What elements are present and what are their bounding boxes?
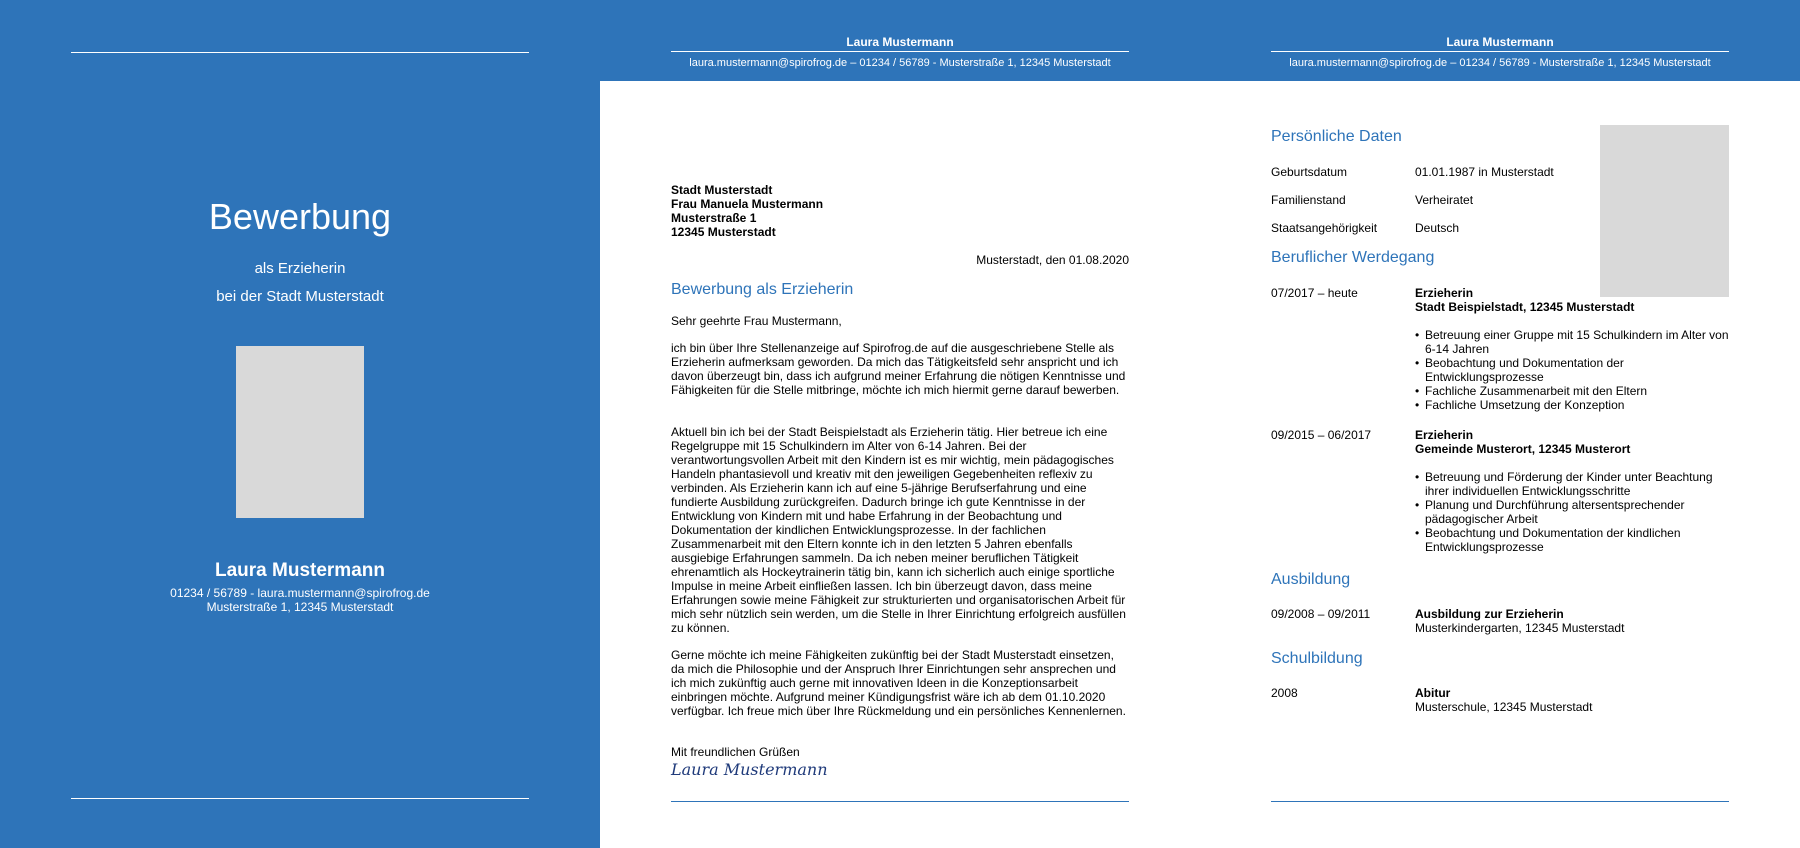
recipient-line: Musterstraße 1 <box>671 211 757 225</box>
career-org: Gemeinde Musterort, 12345 Musterort <box>1415 442 1631 456</box>
letter-paragraph: Aktuell bin ich bei der Stadt Beispielstadt als Erzieherin tätig. Hier betreue ich eine Regelgruppe mit 15 Schulkindern im Alter von 6-14 Jahren. Bei der verantwortungsvollen Arbeit mit den Kindern ist es mir wichtig, mein pädagogisches Handeln phantasievoll und kreativ mit den jeweiligen Gegebenheiten reflexiv zu verbinden. Als Erzieherin kann ich auf eine 5-jährige Berufserfahrung und eine fundierte Ausbildung zurückgreifen. Dadurch bringe ich gute Kenntnisse in der Entwicklung von Kindern mit und habe Erfahrung in der Beobachtung und Dokumentation der kindlichen Entwicklungsprozesse. In der fachlichen Zusammenarbeit mit den Eltern konnte ich in den letzten 5 Jahren ebenfalls ausgiebige Erfahrungen sammeln. Da ich neben meiner beruflichen Tätigkeit ehrenamtlich als Hockeytrainerin tätig bin, kann ich sicherlich auch einige sportliche Impulse in meine Arbeit einfließen lassen. Ich bin überzeugt davon, dass meine Erfahrungen sowie meine Fähigkeit zur strukturierten und organisatorischen Arbeit für mich sehr nützlich sein werden, um die Stelle in Ihrer Einrichtung erfolgreich ausfüllen zu können. <box>671 425 1126 635</box>
school-title: Abitur <box>1415 686 1451 700</box>
header-rule <box>1271 51 1729 52</box>
career-title: Erzieherin <box>1415 286 1474 300</box>
section-heading-personal: Persönliche Daten <box>1271 128 1402 145</box>
letter-bottom-rule <box>671 801 1129 802</box>
personal-label: Familienstand <box>1271 193 1346 207</box>
recipient-address <box>671 183 823 239</box>
recipient-line: 12345 Musterstadt <box>671 225 776 239</box>
education-place: Musterkindergarten, 12345 Musterstadt <box>1415 621 1625 635</box>
signature: Laura Mustermann <box>671 760 828 779</box>
cover-name: Laura Mustermann <box>215 560 385 581</box>
career-title: Erzieherin <box>1415 428 1474 442</box>
career-task: • Fachliche Zusammenarbeit mit den Eltern <box>1415 384 1735 398</box>
section-heading-career: Beruflicher Werdegang <box>1271 249 1435 266</box>
recipient-line: Frau Manuela Mustermann <box>671 197 824 211</box>
career-task: • Beobachtung und Dokumentation der Entwicklungsprozesse <box>1415 356 1735 384</box>
section-heading-school: Schulbildung <box>1271 650 1363 667</box>
header-name: Laura Mustermann <box>846 35 954 49</box>
letter-date: Musterstadt, den 01.08.2020 <box>976 253 1129 267</box>
header-rule <box>671 51 1129 52</box>
section-heading-education: Ausbildung <box>1271 571 1351 588</box>
cv-header <box>1200 0 1800 81</box>
personal-value: 01.01.1987 in Musterstadt <box>1415 165 1554 179</box>
letter-greeting: Sehr geehrte Frau Mustermann, <box>671 314 842 328</box>
cover-bottom-rule <box>71 798 529 799</box>
cover-address-line: Musterstraße 1, 12345 Musterstadt <box>206 600 394 614</box>
personal-label: Staatsangehörigkeit <box>1271 221 1378 235</box>
personal-value: Deutsch <box>1415 221 1460 235</box>
cover-top-rule <box>71 52 529 53</box>
education-entry <box>1415 607 1735 635</box>
career-task: • Beobachtung und Dokumentation der kindlichen Entwicklungsprozesse <box>1415 526 1735 554</box>
career-tasks <box>1415 328 1735 412</box>
cover-subtitle-employer: bei der Stadt Musterstadt <box>216 288 384 305</box>
career-org: Stadt Beispielstadt, 12345 Musterstadt <box>1415 300 1635 314</box>
career-period: 09/2015 – 06/2017 <box>1271 428 1372 442</box>
cover-title: Bewerbung <box>208 196 392 237</box>
cover-letter-page <box>600 0 1200 848</box>
cover-photo-placeholder <box>236 346 364 518</box>
letter-paragraph: ich bin über Ihre Stellenanzeige auf Spirofrog.de auf die ausgeschriebene Stelle als Erzieherin aufmerksam geworden. Da mich das Tätigkeitsfeld sehr anspricht und ich davon überzeugt bin, dass ich aufgrund meiner Erfahrung die nötigen Kenntnisse und Fähigkeiten für die Stelle mitbringe, möchte ich mich hiermit gerne darauf bewerben. <box>671 341 1126 397</box>
header-name: Laura Mustermann <box>1446 35 1554 49</box>
header-contact: laura.mustermann@spirofrog.de – 01234 / 56789 - Musterstraße 1, 12345 Musterstadt <box>1289 57 1711 69</box>
school-entry <box>1415 686 1735 714</box>
school-place: Musterschule, 12345 Musterstadt <box>1415 700 1593 714</box>
letter-closing: Mit freundlichen Grüßen <box>671 745 800 759</box>
letter-subject: Bewerbung als Erzieherin <box>671 281 854 298</box>
recipient-line: Stadt Musterstadt <box>671 183 773 197</box>
cover-page <box>0 0 600 848</box>
cv-photo-placeholder <box>1600 125 1729 297</box>
personal-label: Geburtsdatum <box>1271 165 1348 179</box>
career-task: • Betreuung und Förderung der Kinder unter Beachtung ihrer individuellen Entwicklungsschritte <box>1415 470 1735 498</box>
career-entry <box>1415 286 1735 412</box>
education-period: 09/2008 – 09/2011 <box>1271 607 1371 621</box>
career-task: • Fachliche Umsetzung der Konzeption <box>1415 398 1735 412</box>
career-tasks <box>1415 470 1735 554</box>
school-period: 2008 <box>1271 686 1298 700</box>
letter-paragraph: Gerne möchte ich meine Fähigkeiten zukünftig bei der Stadt Musterstadt einsetzen, da mich die Philosophie und der Anspruch Ihrer Einrichtungen sehr ansprechen und ich mich zukünftig auch gerne mit innovativen Ideen in die Konzeptionsarbeit einbringen möchte. Aufgrund meiner Kündigungsfrist wäre ich ab dem 01.10.2020 verfügbar. Ich freue mich über Ihre Rückmeldung und ein persönliches Kennenlernen. <box>671 648 1126 718</box>
cover-subtitle-position: als Erzieherin <box>254 260 346 277</box>
cover-contact-line: 01234 / 56789 - laura.mustermann@spirofrog.de <box>170 586 430 600</box>
career-task: • Planung und Durchführung altersentsprechender pädagogischer Arbeit <box>1415 498 1735 526</box>
education-title: Ausbildung zur Erzieherin <box>1415 607 1564 621</box>
career-task: • Betreuung einer Gruppe mit 15 Schulkindern im Alter von 6-14 Jahren <box>1415 328 1735 356</box>
letter-header <box>600 0 1200 81</box>
cv-bottom-rule <box>1271 801 1729 802</box>
header-contact: laura.mustermann@spirofrog.de – 01234 / 56789 - Musterstraße 1, 12345 Musterstadt <box>689 57 1111 69</box>
career-entry <box>1415 428 1735 554</box>
personal-value: Verheiratet <box>1415 193 1474 207</box>
cv-page <box>1200 0 1800 848</box>
career-period: 07/2017 – heute <box>1271 286 1358 300</box>
